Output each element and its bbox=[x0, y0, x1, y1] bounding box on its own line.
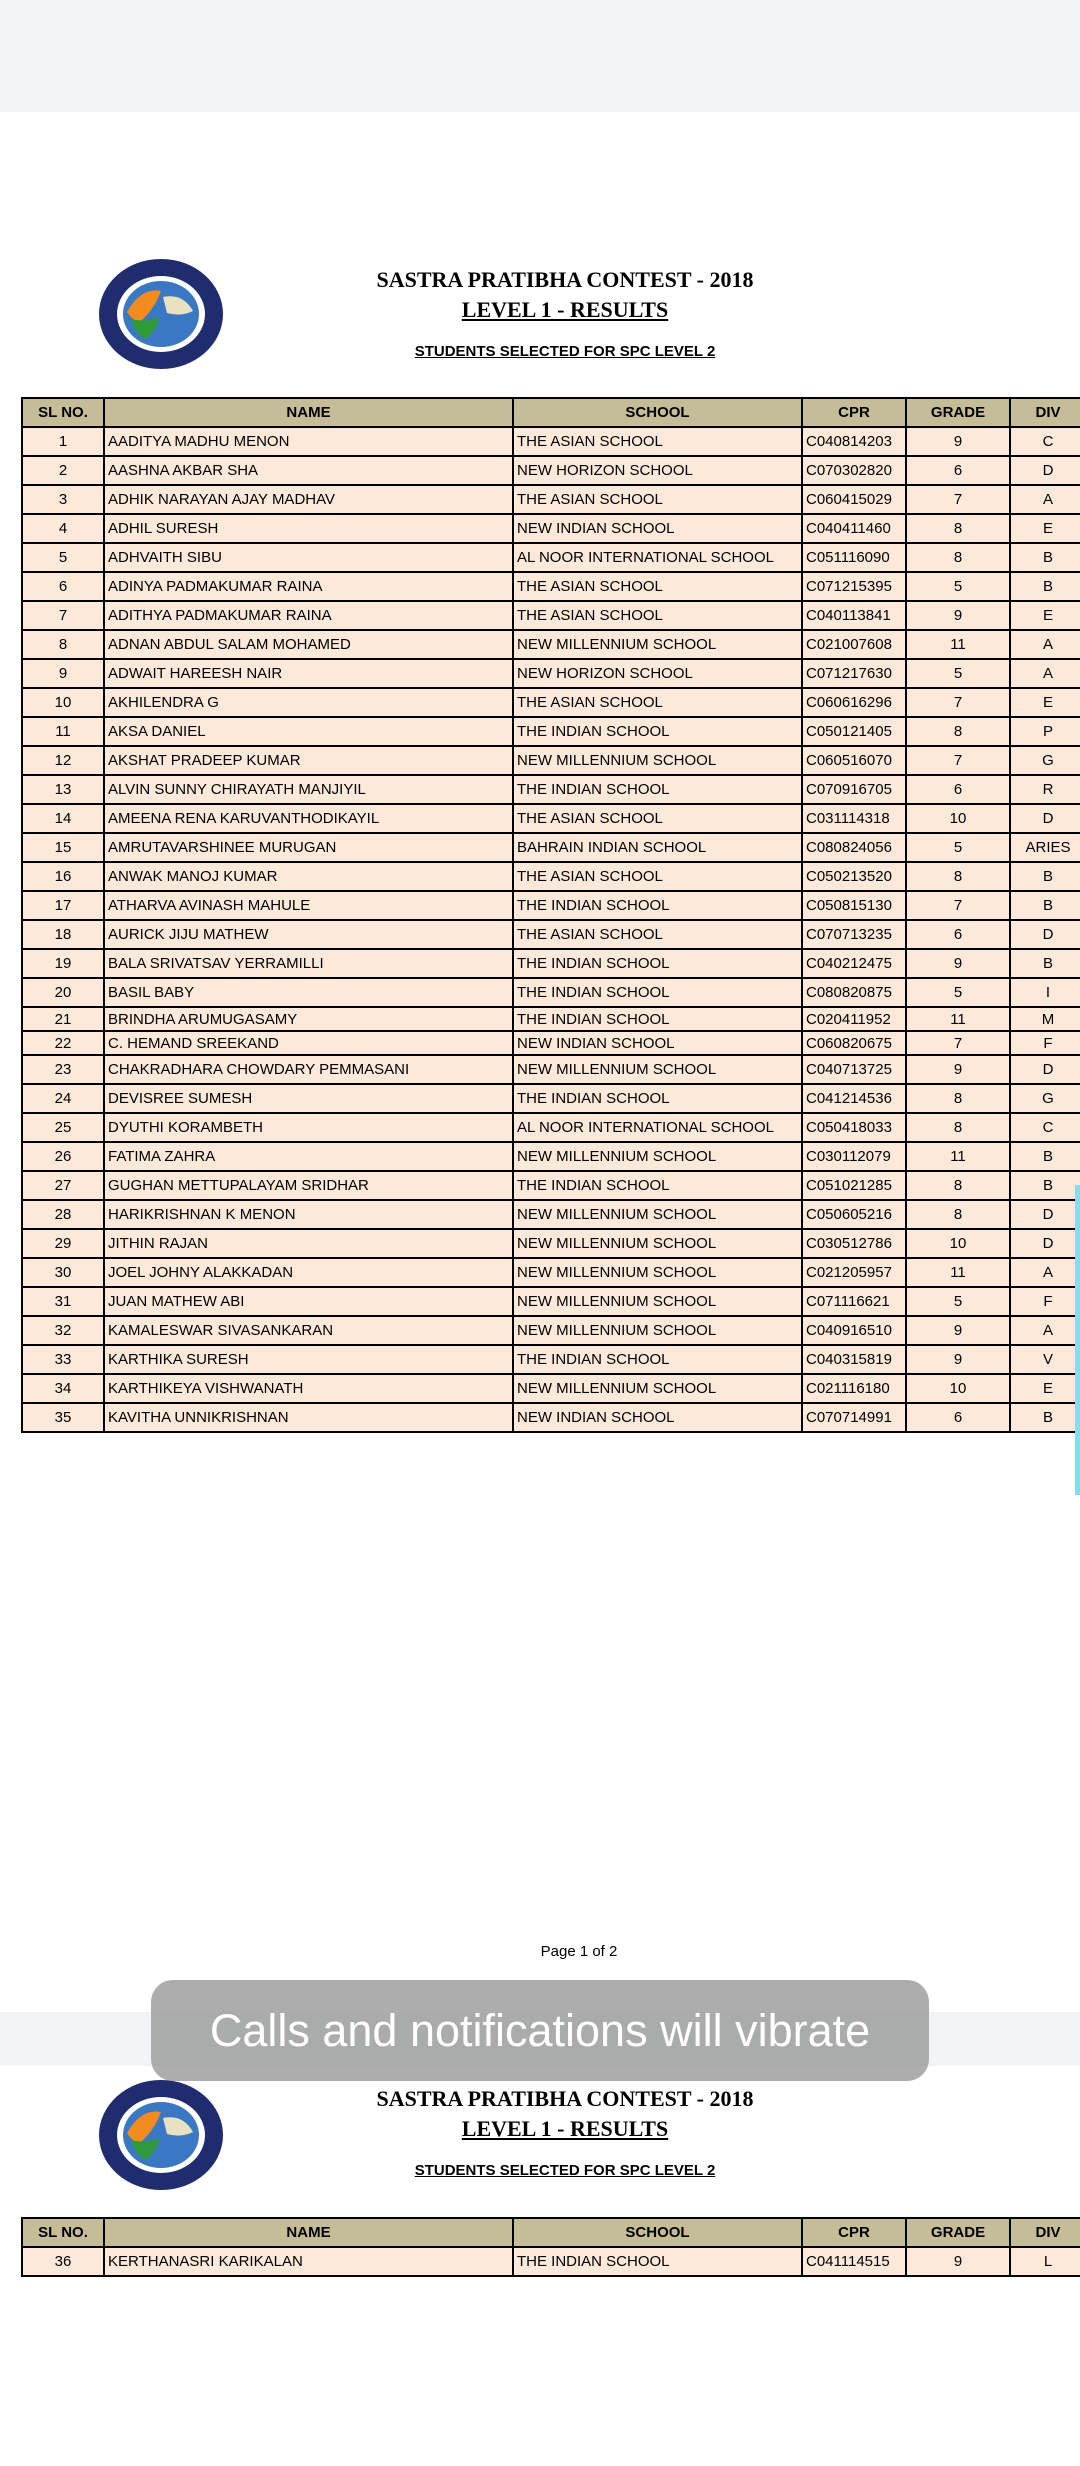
cell-cpr: C060616296 bbox=[802, 688, 906, 717]
cell-sl-no: 35 bbox=[22, 1403, 104, 1432]
cell-grade: 7 bbox=[906, 485, 1010, 514]
cell-name: ADHIK NARAYAN AJAY MADHAV bbox=[104, 485, 513, 514]
cell-sl-no: 30 bbox=[22, 1258, 104, 1287]
cell-name: KAVITHA UNNIKRISHNAN bbox=[104, 1403, 513, 1432]
cell-grade: 8 bbox=[906, 717, 1010, 746]
cell-sl-no: 23 bbox=[22, 1055, 104, 1084]
cell-school: THE ASIAN SCHOOL bbox=[513, 572, 802, 601]
cell-school: NEW MILLENNIUM SCHOOL bbox=[513, 1258, 802, 1287]
cell-grade: 9 bbox=[906, 1055, 1010, 1084]
cell-school: AL NOOR INTERNATIONAL SCHOOL bbox=[513, 543, 802, 572]
cell-school: THE INDIAN SCHOOL bbox=[513, 717, 802, 746]
cell-school: NEW MILLENNIUM SCHOOL bbox=[513, 1374, 802, 1403]
cell-school: NEW MILLENNIUM SCHOOL bbox=[513, 1142, 802, 1171]
cell-grade: 7 bbox=[906, 746, 1010, 775]
cell-name: ANWAK MANOJ KUMAR bbox=[104, 862, 513, 891]
cell-cpr: C040916510 bbox=[802, 1316, 906, 1345]
table-row bbox=[22, 630, 1080, 659]
cell-school: THE ASIAN SCHOOL bbox=[513, 804, 802, 833]
cell-name: C. HEMAND SREEKAND bbox=[104, 1031, 513, 1055]
table-row bbox=[22, 514, 1080, 543]
cell-school: THE ASIAN SCHOOL bbox=[513, 920, 802, 949]
cell-div: F bbox=[1010, 1287, 1080, 1316]
cell-school: NEW HORIZON SCHOOL bbox=[513, 456, 802, 485]
results-table bbox=[21, 397, 1080, 1433]
cell-sl-no: 1 bbox=[22, 427, 104, 456]
cell-div: E bbox=[1010, 601, 1080, 630]
cell-cpr: C040713725 bbox=[802, 1055, 906, 1084]
table-row bbox=[22, 775, 1080, 804]
cell-sl-no: 5 bbox=[22, 543, 104, 572]
cell-grade: 11 bbox=[906, 1142, 1010, 1171]
cell-cpr: C030512786 bbox=[802, 1229, 906, 1258]
cell-div: A bbox=[1010, 1258, 1080, 1287]
cell-div: ARIES bbox=[1010, 833, 1080, 862]
cell-cpr: C051021285 bbox=[802, 1171, 906, 1200]
column-header-school: SCHOOL bbox=[513, 398, 802, 427]
table-row bbox=[22, 949, 1080, 978]
cell-school: THE ASIAN SCHOOL bbox=[513, 688, 802, 717]
notification-toast: Calls and notifications will vibrate bbox=[151, 1980, 929, 2081]
column-header-sl-no: SL NO. bbox=[22, 2218, 104, 2247]
cell-div: B bbox=[1010, 949, 1080, 978]
cell-grade: 8 bbox=[906, 1200, 1010, 1229]
cell-cpr: C070714991 bbox=[802, 1403, 906, 1432]
scrollbar-indicator[interactable] bbox=[1075, 1185, 1080, 1495]
cell-sl-no: 24 bbox=[22, 1084, 104, 1113]
cell-grade: 8 bbox=[906, 862, 1010, 891]
cell-name: DYUTHI KORAMBETH bbox=[104, 1113, 513, 1142]
cell-grade: 5 bbox=[906, 833, 1010, 862]
cell-sl-no: 18 bbox=[22, 920, 104, 949]
results-subtitle: LEVEL 1 - RESULTS bbox=[461, 2116, 669, 2141]
cell-school: NEW INDIAN SCHOOL bbox=[513, 514, 802, 543]
cell-div: V bbox=[1010, 1345, 1080, 1374]
cell-name: DEVISREE SUMESH bbox=[104, 1084, 513, 1113]
cell-sl-no: 15 bbox=[22, 833, 104, 862]
table-row bbox=[22, 2247, 1080, 2276]
cell-name: AKSA DANIEL bbox=[104, 717, 513, 746]
table-row bbox=[22, 1084, 1080, 1113]
table-row bbox=[22, 891, 1080, 920]
cell-cpr: C031114318 bbox=[802, 804, 906, 833]
cell-cpr: C060415029 bbox=[802, 485, 906, 514]
table-row bbox=[22, 1200, 1080, 1229]
cell-cpr: C051116090 bbox=[802, 543, 906, 572]
cell-grade: 7 bbox=[906, 688, 1010, 717]
cell-cpr: C021007608 bbox=[802, 630, 906, 659]
cell-div: C bbox=[1010, 427, 1080, 456]
cell-cpr: C070713235 bbox=[802, 920, 906, 949]
cell-div: R bbox=[1010, 775, 1080, 804]
cell-name: ADNAN ABDUL SALAM MOHAMED bbox=[104, 630, 513, 659]
cell-grade: 5 bbox=[906, 659, 1010, 688]
table-row bbox=[22, 862, 1080, 891]
cell-cpr: C071217630 bbox=[802, 659, 906, 688]
cell-sl-no: 36 bbox=[22, 2247, 104, 2276]
cell-grade: 6 bbox=[906, 920, 1010, 949]
cell-name: BASIL BABY bbox=[104, 978, 513, 1007]
cell-sl-no: 22 bbox=[22, 1031, 104, 1055]
table-row bbox=[22, 456, 1080, 485]
cell-cpr: C070916705 bbox=[802, 775, 906, 804]
cell-cpr: C071215395 bbox=[802, 572, 906, 601]
cell-div: A bbox=[1010, 630, 1080, 659]
table-row bbox=[22, 1345, 1080, 1374]
cell-cpr: C070302820 bbox=[802, 456, 906, 485]
cell-cpr: C040315819 bbox=[802, 1345, 906, 1374]
cell-sl-no: 8 bbox=[22, 630, 104, 659]
cell-cpr: C080820875 bbox=[802, 978, 906, 1007]
page-number: Page 1 of 2 bbox=[540, 1943, 618, 1960]
document-title-block bbox=[0, 265, 1080, 360]
cell-sl-no: 12 bbox=[22, 746, 104, 775]
cell-school: NEW MILLENNIUM SCHOOL bbox=[513, 630, 802, 659]
table-row bbox=[22, 920, 1080, 949]
cell-div: B bbox=[1010, 572, 1080, 601]
cell-cpr: C041114515 bbox=[802, 2247, 906, 2276]
cell-grade: 8 bbox=[906, 543, 1010, 572]
pdf-page-1 bbox=[0, 112, 1080, 2012]
cell-grade: 11 bbox=[906, 1258, 1010, 1287]
column-header-grade: GRADE bbox=[906, 2218, 1010, 2247]
column-header-cpr: CPR bbox=[802, 2218, 906, 2247]
cell-div: E bbox=[1010, 514, 1080, 543]
cell-grade: 10 bbox=[906, 1374, 1010, 1403]
cell-grade: 8 bbox=[906, 1171, 1010, 1200]
table-row bbox=[22, 804, 1080, 833]
cell-div: B bbox=[1010, 1171, 1080, 1200]
cell-div: A bbox=[1010, 659, 1080, 688]
cell-cpr: C050418033 bbox=[802, 1113, 906, 1142]
column-header-name: NAME bbox=[104, 2218, 513, 2247]
cell-div: A bbox=[1010, 485, 1080, 514]
cell-sl-no: 25 bbox=[22, 1113, 104, 1142]
cell-sl-no: 16 bbox=[22, 862, 104, 891]
table-row bbox=[22, 1287, 1080, 1316]
cell-school: THE INDIAN SCHOOL bbox=[513, 1171, 802, 1200]
cell-sl-no: 19 bbox=[22, 949, 104, 978]
cell-div: E bbox=[1010, 688, 1080, 717]
cell-school: NEW MILLENNIUM SCHOOL bbox=[513, 1200, 802, 1229]
table-row bbox=[22, 717, 1080, 746]
cell-sl-no: 7 bbox=[22, 601, 104, 630]
cell-name: AMEENA RENA KARUVANTHODIKAYIL bbox=[104, 804, 513, 833]
cell-sl-no: 31 bbox=[22, 1287, 104, 1316]
cell-sl-no: 32 bbox=[22, 1316, 104, 1345]
table-row bbox=[22, 1113, 1080, 1142]
cell-cpr: C041214536 bbox=[802, 1084, 906, 1113]
cell-school: THE INDIAN SCHOOL bbox=[513, 1084, 802, 1113]
cell-school: THE INDIAN SCHOOL bbox=[513, 949, 802, 978]
cell-school: THE ASIAN SCHOOL bbox=[513, 485, 802, 514]
document-title-block bbox=[0, 2084, 1080, 2179]
table-row bbox=[22, 688, 1080, 717]
cell-name: AKHILENDRA G bbox=[104, 688, 513, 717]
cell-cpr: C050121405 bbox=[802, 717, 906, 746]
cell-div: D bbox=[1010, 920, 1080, 949]
cell-sl-no: 11 bbox=[22, 717, 104, 746]
cell-school: THE INDIAN SCHOOL bbox=[513, 1345, 802, 1374]
cell-name: AASHNA AKBAR SHA bbox=[104, 456, 513, 485]
cell-name: KERTHANASRI KARIKALAN bbox=[104, 2247, 513, 2276]
pdf-page-2 bbox=[0, 2066, 1080, 2466]
cell-sl-no: 27 bbox=[22, 1171, 104, 1200]
cell-school: AL NOOR INTERNATIONAL SCHOOL bbox=[513, 1113, 802, 1142]
cell-sl-no: 3 bbox=[22, 485, 104, 514]
cell-grade: 7 bbox=[906, 891, 1010, 920]
selection-heading: STUDENTS SELECTED FOR SPC LEVEL 2 bbox=[414, 343, 716, 360]
cell-sl-no: 34 bbox=[22, 1374, 104, 1403]
cell-school: THE INDIAN SCHOOL bbox=[513, 775, 802, 804]
cell-cpr: C040814203 bbox=[802, 427, 906, 456]
cell-sl-no: 33 bbox=[22, 1345, 104, 1374]
cell-grade: 5 bbox=[906, 572, 1010, 601]
cell-school: NEW HORIZON SCHOOL bbox=[513, 659, 802, 688]
cell-name: FATIMA ZAHRA bbox=[104, 1142, 513, 1171]
cell-cpr: C021116180 bbox=[802, 1374, 906, 1403]
cell-sl-no: 21 bbox=[22, 1007, 104, 1031]
table-row bbox=[22, 1007, 1080, 1031]
column-header-div: DIV bbox=[1010, 398, 1080, 427]
results-table bbox=[21, 2217, 1080, 2277]
cell-name: ALVIN SUNNY CHIRAYATH MANJIYIL bbox=[104, 775, 513, 804]
table-row bbox=[22, 659, 1080, 688]
table-row bbox=[22, 572, 1080, 601]
cell-grade: 8 bbox=[906, 514, 1010, 543]
cell-cpr: C050605216 bbox=[802, 1200, 906, 1229]
cell-grade: 10 bbox=[906, 1229, 1010, 1258]
cell-grade: 11 bbox=[906, 1007, 1010, 1031]
table-row bbox=[22, 1258, 1080, 1287]
cell-school: NEW MILLENNIUM SCHOOL bbox=[513, 1316, 802, 1345]
cell-name: JITHIN RAJAN bbox=[104, 1229, 513, 1258]
cell-name: ADINYA PADMAKUMAR RAINA bbox=[104, 572, 513, 601]
cell-school: THE ASIAN SCHOOL bbox=[513, 862, 802, 891]
cell-school: THE INDIAN SCHOOL bbox=[513, 978, 802, 1007]
cell-name: KAMALESWAR SIVASANKARAN bbox=[104, 1316, 513, 1345]
cell-div: D bbox=[1010, 1229, 1080, 1258]
cell-cpr: C060516070 bbox=[802, 746, 906, 775]
cell-div: G bbox=[1010, 746, 1080, 775]
cell-grade: 6 bbox=[906, 1403, 1010, 1432]
cell-grade: 5 bbox=[906, 978, 1010, 1007]
column-header-name: NAME bbox=[104, 398, 513, 427]
cell-cpr: C040411460 bbox=[802, 514, 906, 543]
cell-name: JOEL JOHNY ALAKKADAN bbox=[104, 1258, 513, 1287]
cell-div: F bbox=[1010, 1031, 1080, 1055]
cell-sl-no: 14 bbox=[22, 804, 104, 833]
contest-title: SASTRA PRATIBHA CONTEST - 2018 bbox=[376, 2086, 754, 2111]
table-row bbox=[22, 601, 1080, 630]
table-row bbox=[22, 1403, 1080, 1432]
cell-grade: 9 bbox=[906, 1316, 1010, 1345]
cell-name: AKSHAT PRADEEP KUMAR bbox=[104, 746, 513, 775]
cell-school: NEW MILLENNIUM SCHOOL bbox=[513, 1287, 802, 1316]
table-row bbox=[22, 833, 1080, 862]
table-row bbox=[22, 1055, 1080, 1084]
column-header-grade: GRADE bbox=[906, 398, 1010, 427]
contest-title: SASTRA PRATIBHA CONTEST - 2018 bbox=[376, 267, 754, 292]
cell-sl-no: 4 bbox=[22, 514, 104, 543]
cell-school: NEW MILLENNIUM SCHOOL bbox=[513, 746, 802, 775]
cell-school: NEW MILLENNIUM SCHOOL bbox=[513, 1055, 802, 1084]
table-row bbox=[22, 1374, 1080, 1403]
cell-div: E bbox=[1010, 1374, 1080, 1403]
cell-cpr: C071116621 bbox=[802, 1287, 906, 1316]
column-header-div: DIV bbox=[1010, 2218, 1080, 2247]
cell-div: G bbox=[1010, 1084, 1080, 1113]
cell-div: P bbox=[1010, 717, 1080, 746]
cell-school: NEW MILLENNIUM SCHOOL bbox=[513, 1229, 802, 1258]
cell-name: BALA SRIVATSAV YERRAMILLI bbox=[104, 949, 513, 978]
cell-name: ATHARVA AVINASH MAHULE bbox=[104, 891, 513, 920]
column-header-sl-no: SL NO. bbox=[22, 398, 104, 427]
cell-div: B bbox=[1010, 543, 1080, 572]
column-header-cpr: CPR bbox=[802, 398, 906, 427]
cell-name: AMRUTAVARSHINEE MURUGAN bbox=[104, 833, 513, 862]
table-row bbox=[22, 1031, 1080, 1055]
cell-div: B bbox=[1010, 891, 1080, 920]
cell-name: AADITYA MADHU MENON bbox=[104, 427, 513, 456]
cell-cpr: C080824056 bbox=[802, 833, 906, 862]
table-row bbox=[22, 485, 1080, 514]
cell-name: HARIKRISHNAN K MENON bbox=[104, 1200, 513, 1229]
cell-div: D bbox=[1010, 456, 1080, 485]
cell-grade: 9 bbox=[906, 1345, 1010, 1374]
cell-div: C bbox=[1010, 1113, 1080, 1142]
cell-cpr: C030112079 bbox=[802, 1142, 906, 1171]
cell-name: CHAKRADHARA CHOWDARY PEMMASANI bbox=[104, 1055, 513, 1084]
cell-sl-no: 9 bbox=[22, 659, 104, 688]
cell-div: D bbox=[1010, 1055, 1080, 1084]
cell-grade: 9 bbox=[906, 949, 1010, 978]
cell-div: L bbox=[1010, 2247, 1080, 2276]
cell-cpr: C050815130 bbox=[802, 891, 906, 920]
cell-grade: 11 bbox=[906, 630, 1010, 659]
cell-cpr: C060820675 bbox=[802, 1031, 906, 1055]
cell-cpr: C040113841 bbox=[802, 601, 906, 630]
cell-cpr: C050213520 bbox=[802, 862, 906, 891]
cell-sl-no: 20 bbox=[22, 978, 104, 1007]
table-row bbox=[22, 427, 1080, 456]
cell-div: I bbox=[1010, 978, 1080, 1007]
cell-school: BAHRAIN INDIAN SCHOOL bbox=[513, 833, 802, 862]
cell-school: THE INDIAN SCHOOL bbox=[513, 2247, 802, 2276]
cell-grade: 8 bbox=[906, 1084, 1010, 1113]
cell-div: B bbox=[1010, 862, 1080, 891]
cell-sl-no: 13 bbox=[22, 775, 104, 804]
cell-sl-no: 17 bbox=[22, 891, 104, 920]
cell-sl-no: 2 bbox=[22, 456, 104, 485]
cell-cpr: C020411952 bbox=[802, 1007, 906, 1031]
table-row bbox=[22, 1142, 1080, 1171]
cell-sl-no: 26 bbox=[22, 1142, 104, 1171]
cell-sl-no: 28 bbox=[22, 1200, 104, 1229]
cell-name: GUGHAN METTUPALAYAM SRIDHAR bbox=[104, 1171, 513, 1200]
cell-name: AURICK JIJU MATHEW bbox=[104, 920, 513, 949]
cell-school: NEW INDIAN SCHOOL bbox=[513, 1031, 802, 1055]
cell-name: ADHVAITH SIBU bbox=[104, 543, 513, 572]
table-row bbox=[22, 1229, 1080, 1258]
cell-name: KARTHIKA SURESH bbox=[104, 1345, 513, 1374]
cell-div: M bbox=[1010, 1007, 1080, 1031]
cell-sl-no: 10 bbox=[22, 688, 104, 717]
selection-heading: STUDENTS SELECTED FOR SPC LEVEL 2 bbox=[414, 2162, 716, 2179]
table-row bbox=[22, 978, 1080, 1007]
cell-school: NEW INDIAN SCHOOL bbox=[513, 1403, 802, 1432]
cell-cpr: C040212475 bbox=[802, 949, 906, 978]
cell-div: B bbox=[1010, 1403, 1080, 1432]
cell-grade: 6 bbox=[906, 775, 1010, 804]
cell-grade: 6 bbox=[906, 456, 1010, 485]
cell-school: THE INDIAN SCHOOL bbox=[513, 1007, 802, 1031]
cell-school: THE ASIAN SCHOOL bbox=[513, 427, 802, 456]
column-header-school: SCHOOL bbox=[513, 2218, 802, 2247]
cell-grade: 7 bbox=[906, 1031, 1010, 1055]
cell-div: D bbox=[1010, 804, 1080, 833]
table-row bbox=[22, 746, 1080, 775]
cell-sl-no: 6 bbox=[22, 572, 104, 601]
cell-grade: 9 bbox=[906, 2247, 1010, 2276]
results-subtitle: LEVEL 1 - RESULTS bbox=[461, 297, 669, 322]
table-row bbox=[22, 1316, 1080, 1345]
cell-cpr: C021205957 bbox=[802, 1258, 906, 1287]
table-row bbox=[22, 1171, 1080, 1200]
cell-grade: 9 bbox=[906, 427, 1010, 456]
cell-grade: 8 bbox=[906, 1113, 1010, 1142]
cell-grade: 5 bbox=[906, 1287, 1010, 1316]
cell-sl-no: 29 bbox=[22, 1229, 104, 1258]
cell-name: BRINDHA ARUMUGASAMY bbox=[104, 1007, 513, 1031]
cell-name: KARTHIKEYA VISHWANATH bbox=[104, 1374, 513, 1403]
table-row bbox=[22, 543, 1080, 572]
cell-name: ADWAIT HAREESH NAIR bbox=[104, 659, 513, 688]
cell-name: ADHIL SURESH bbox=[104, 514, 513, 543]
cell-school: THE ASIAN SCHOOL bbox=[513, 601, 802, 630]
cell-div: A bbox=[1010, 1316, 1080, 1345]
cell-name: ADITHYA PADMAKUMAR RAINA bbox=[104, 601, 513, 630]
cell-div: D bbox=[1010, 1200, 1080, 1229]
cell-name: JUAN MATHEW ABI bbox=[104, 1287, 513, 1316]
cell-div: B bbox=[1010, 1142, 1080, 1171]
cell-school: THE INDIAN SCHOOL bbox=[513, 891, 802, 920]
cell-grade: 10 bbox=[906, 804, 1010, 833]
cell-grade: 9 bbox=[906, 601, 1010, 630]
